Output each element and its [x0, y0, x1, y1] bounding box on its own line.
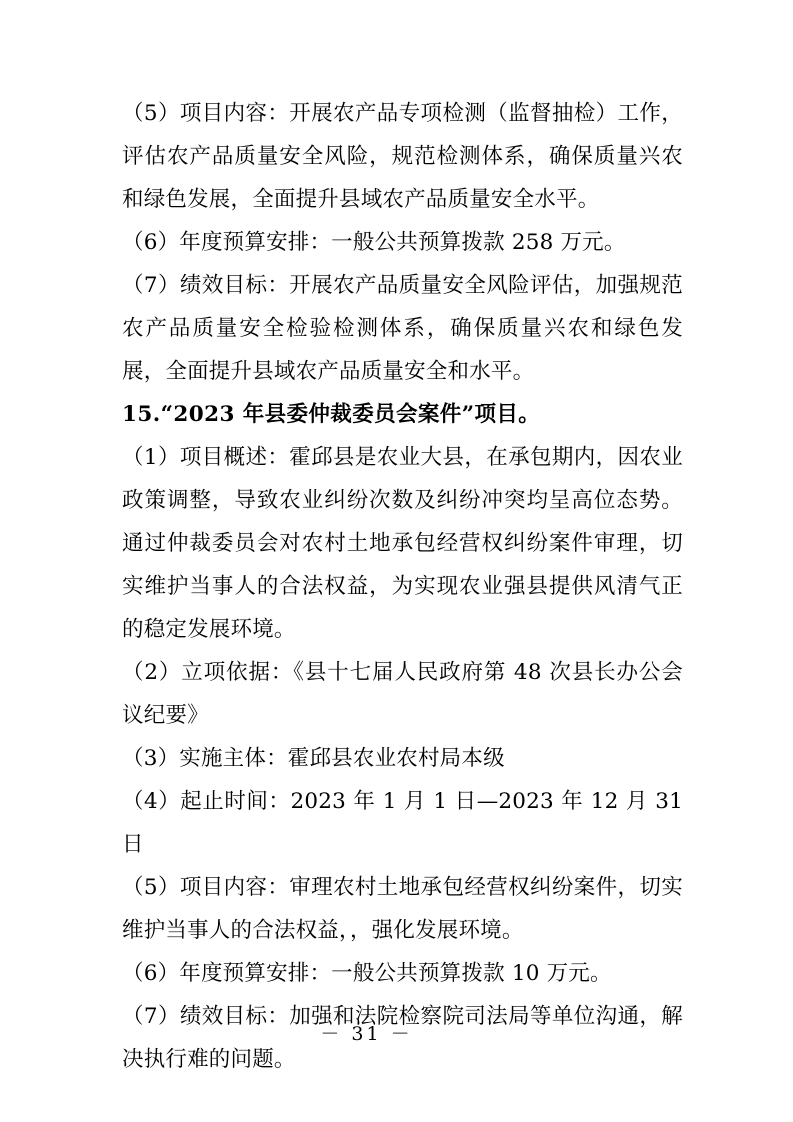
- page-number: － 31 －: [320, 1023, 413, 1045]
- paragraph-project-basis-2: （2）立项依据：《县十七届人民政府第 48 次县长办公会议纪要》: [122, 660, 683, 728]
- paragraph-duration-4: （4）起止时间：2023 年 1 月 1 日—2023 年 12 月 31 日: [122, 789, 683, 857]
- document-body: [122, 92, 683, 1081]
- section-heading-15: 15.“2023 年县委仲裁委员会案件”项目。: [122, 402, 541, 427]
- paragraph-performance-goal-7: （7）绩效目标：开展农产品质量安全风险评估，加强规范农产品质量安全检验检测体系，确保质量兴农和绿色发展，全面提升县域农产品质量安全和水平。: [122, 273, 683, 384]
- paragraph-performance-goal-7b: （7）绩效目标：加强和法院检察院司法局等单位沟通，解决执行难的问题。: [122, 1004, 683, 1072]
- paragraph-project-overview-1: （1）项目概述：霍邱县是农业大县，在承包期内，因农业政策调整，导致农业纠纷次数及纠纷冲突均呈高位态势。通过仲裁委员会对农村土地承包经营权纠纷案件审理，切实维护当事人的合法权益，为实现农业强县提供风清气正的稳定发展环境。: [122, 445, 683, 642]
- paragraph-project-content-5: （5）项目内容：开展农产品专项检测（监督抽检）工作，评估农产品质量安全风险，规范检测体系，确保质量兴农和绿色发展，全面提升县域农产品质量安全水平。: [122, 101, 683, 212]
- paragraph-project-content-5b: （5）项目内容：审理农村土地承包经营权纠纷案件，切实维护当事人的合法权益，，强化发展环境。: [122, 875, 683, 943]
- paragraph-budget-arrangement-6: （6）年度预算安排：一般公共预算拨款 258 万元。: [122, 230, 626, 255]
- paragraph-budget-arrangement-6b: （6）年度预算安排：一般公共预算拨款 10 万元。: [122, 961, 612, 986]
- paragraph-implementing-entity-3: （3）实施主体：霍邱县农业农村局本级: [122, 746, 505, 771]
